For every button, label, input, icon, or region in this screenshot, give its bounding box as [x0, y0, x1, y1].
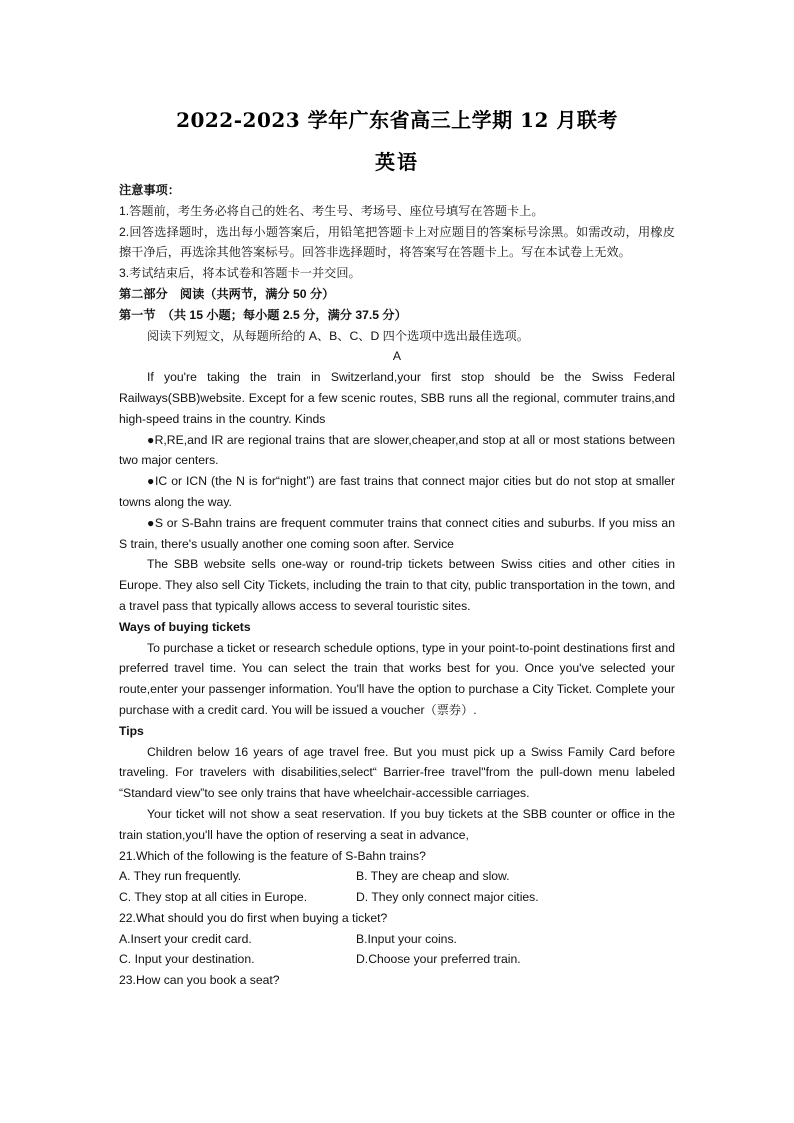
passage-paragraph-3: To purchase a ticket or research schedule options, type in your point-to-point destinations first and preferred travel time. You can select the train that works best for you. Once you've selected your route,enter your passenger information. You'll have the option to purchase a City Ticket. Complete your purchase with a credit card. You will be issued a voucher（票券）.: [119, 640, 675, 717]
passage-paragraph-2: The SBB website sells one-way or round-trip tickets between Swiss cities and other cities in Europe. They also sell City Tickets, including the train to that city, public transportation in the town, and a travel pass that typically allows access to several touristic sites.: [119, 557, 675, 613]
tips-heading: Tips: [119, 723, 144, 738]
question-22-option-b: B.Input your coins.: [356, 931, 457, 946]
question-21-option-d: D. They only connect major cities.: [356, 890, 539, 905]
question-22-stem: 22.What should you do first when buying a ticket?: [119, 910, 388, 925]
bullet-commuter-trains: ●S or S-Bahn trains are frequent commuter trains that connect cities and suburbs. If you miss an S train, there's usually another one coming soon after. Service: [119, 515, 675, 551]
question-21-option-a: A. They run frequently.: [119, 869, 242, 884]
passage-paragraph-1: If you're taking the train in Switzerland,your first stop should be the Swiss Federal Railways(SBB)website. Except for a few scenic routes, SBB runs all the regional, commuter trains,and high-speed trains in the country. Kinds: [119, 370, 675, 426]
question-22-option-d: D.Choose your preferred train.: [356, 952, 521, 967]
question-21-option-c: C. They stop at all cities in Europe.: [119, 890, 308, 905]
exam-content: [119, 180, 675, 991]
question-21-options-row-2: [119, 887, 675, 908]
notice-item-3: 3.考试结束后，将本试卷和答题卡一并交回。: [119, 266, 361, 281]
bullet-regional-trains: ●R,RE,and IR are regional trains that are slower,cheaper,and stop at all or most stations between two major centers.: [119, 432, 675, 468]
reading-instruction: 阅读下列短文，从每题所给的 A、B、C、D 四个选项中选出最佳选项。: [147, 328, 529, 343]
question-22-options-row-2: [119, 949, 675, 970]
passage-label: A: [392, 349, 402, 364]
notice-item-2: 2.回答选择题时，选出每小题答案后，用铅笔把答题卡上对应题目的答案标号涂黑。如需改动，用橡皮擦干净后，再选涂其他答案标号。回答非选择题时，将答案写在答题卡上。写在本试卷上无效。: [119, 224, 675, 260]
section-1-heading: 第一节 （共 15 小题；每小题 2.5 分，满分 37.5 分）: [119, 307, 407, 322]
question-21-stem: 21.Which of the following is the feature of S-Bahn trains?: [119, 848, 426, 863]
part-2-heading: 第二部分 阅读（共两节，满分 50 分）: [119, 286, 335, 301]
subject-title: 英语: [375, 150, 419, 174]
bullet-fast-trains: ●IC or ICN (the N is for“night”) are fast trains that connect major cities but do not stop at smaller towns along the way.: [119, 474, 675, 509]
ways-heading: Ways of buying tickets: [119, 619, 251, 634]
question-21-options-row-1: [119, 866, 675, 887]
exam-title: 2022-2023 学年广东省高三上学期 12 月联考: [176, 108, 618, 132]
passage-paragraph-4: Children below 16 years of age travel free. But you must pick up a Swiss Family Card before traveling. For travelers with disabilities,select“ Barrier-free travel"from the pull-down menu labeled “Standard view”to see only trains that have wheelchair-accessible carriages.: [119, 744, 675, 801]
passage-paragraph-5: Your ticket will not show a seat reservation. If you buy tickets at the SBB counter or office in the train station,you'll have the option of reserving a seat in advance,: [119, 806, 675, 842]
question-22-options-row-1: [119, 929, 675, 950]
question-22-option-a: A.Insert your credit card.: [119, 931, 252, 946]
question-21-option-b: B. They are cheap and slow.: [356, 869, 510, 884]
notice-item-1: 1.答题前，考生务必将自己的姓名、考生号、考场号、座位号填写在答题卡上。: [119, 203, 544, 218]
notice-heading: 注意事项：: [119, 183, 180, 197]
question-22-option-c: C. Input your destination.: [119, 952, 255, 967]
question-23-stem: 23.How can you book a seat?: [119, 973, 280, 988]
